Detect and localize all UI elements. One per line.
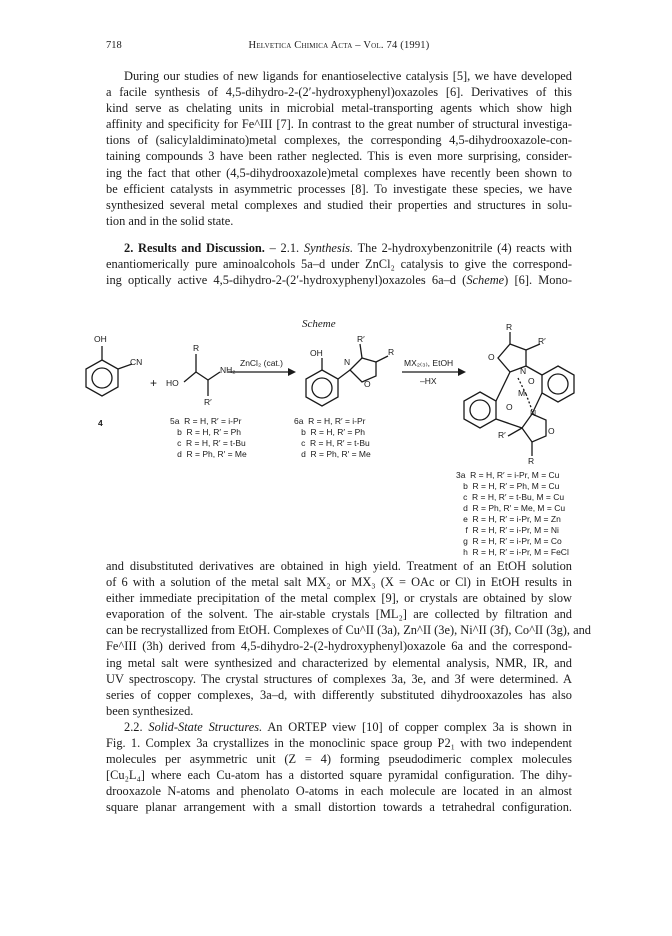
text-line: ing metal salt were synthesized and characterized by elemental analysis, NMR, IR, and <box>106 655 572 670</box>
atom-label-o: O <box>364 379 371 389</box>
text-line <box>106 240 572 256</box>
results-paragraph <box>106 240 572 288</box>
atom-label-o: O <box>548 426 555 436</box>
text-line: drooxazole N-atoms and phenolato O-atoms in each molecule are located in an almost <box>106 784 572 799</box>
text-fragment: The 2-hydroxybenzonitrile (4) reacts with <box>357 241 572 255</box>
text-line: tion and in the solid state. <box>106 213 234 228</box>
aromatic-circle <box>312 378 332 398</box>
reaction-scheme <box>80 314 600 557</box>
atom-label-o: O <box>506 402 513 412</box>
atom-label-o: O <box>488 352 495 362</box>
text-line: kind serve as chelating units in microbial metal-transporting agents which show high <box>106 101 572 116</box>
solid-state-paragraph <box>106 719 572 816</box>
list-item: g R = H, R′ = i-Pr, M = Co <box>456 536 562 546</box>
benzene-ring <box>464 392 496 428</box>
subsection-title: Solid-State Structures. <box>148 720 263 734</box>
text-line <box>106 719 572 735</box>
benzene-ring <box>306 370 338 406</box>
atom-label-m: M <box>518 388 526 398</box>
page-number: 718 <box>106 40 122 51</box>
text-line: Fig. 1. Complex 3a crystallizes in the monoclinic space group P2₁ with two independent <box>106 736 572 751</box>
compound-3-list <box>456 470 569 558</box>
text-line: square planar arrangement with a small distortion towards a tetrahedral configuration. <box>106 800 572 815</box>
text-line: tions of (salicylaldiminato)metal complexes, the corresponding 4,5-dihydrooxazole-con- <box>106 133 572 148</box>
list-item: d R = Ph, R′ = Me, M = Cu <box>456 503 566 513</box>
atom-label-rp: R′ <box>357 334 365 344</box>
journal-title: Helvetica Chimica Acta – Vol. 74 (1991) <box>248 40 430 51</box>
text-line: of 6 with a solution of the metal salt MX₂ or MX₃ (X = OAc or Cl) in EtOH results in <box>106 575 572 590</box>
text-fragment: An ORTEP view [10] of copper complex 3a is shown in <box>267 720 572 734</box>
scheme-title: Scheme <box>302 318 336 330</box>
atom-label-rp: R′ <box>498 430 506 440</box>
arrow-head-1 <box>288 368 296 376</box>
reagent-metal-salt: MX₂₍₃₎, EtOH <box>404 358 454 368</box>
atom-label-cn: CN <box>130 357 143 367</box>
list-item: d R = Ph, R′ = Me <box>294 449 371 459</box>
aromatic-circle <box>92 368 112 388</box>
subsection-number: 2.2. <box>124 720 143 734</box>
list-item: 6a R = H, R′ = i-Pr <box>294 416 366 426</box>
text-line: taining compounds 3 have been rather neglected. This is even more surprising, consider- <box>106 149 572 164</box>
text-line: enantiomerically pure aminoalcohols 5a–d under ZnCl₂ catalysis to give the correspond- <box>106 257 572 272</box>
text-line <box>106 272 572 288</box>
list-item: b R = H, R′ = Ph, M = Cu <box>456 481 560 491</box>
text-fragment: ) [6]. Mono- <box>504 273 572 288</box>
compound-6-list <box>294 416 371 460</box>
text-line: During our studies of new ligands for enantioselective catalysis [5], we have developed <box>124 69 572 83</box>
atom-label-r: R <box>193 343 200 353</box>
text-line: either immediate precipitation of the metal complex [9], or crystals are obtained by slow <box>106 591 572 606</box>
list-item: c R = H, R′ = t-Bu <box>170 438 246 448</box>
list-item: 3a R = H, R′ = i-Pr, M = Cu <box>456 470 560 480</box>
section-heading: 2. Results and Discussion. <box>124 241 265 255</box>
oxazoline-ring <box>522 414 546 442</box>
oxazoline-ring <box>350 358 376 382</box>
list-item: h R = H, R′ = i-Pr, M = FeCl <box>456 547 569 557</box>
list-item: e R = H, R′ = i-Pr, M = Zn <box>456 514 561 524</box>
scheme-reference: Scheme <box>466 273 505 288</box>
bond-r <box>376 356 388 362</box>
text-line: can be recrystallized from EtOH. Complexes of Cu^II (3a), Zn^II (3e), Ni^II (3f), Co^II (3g), and <box>106 623 591 638</box>
plus-sign: + <box>150 376 158 390</box>
text-line: and disubstituted derivatives are obtained in high yield. Treatment of an EtOH solution <box>106 559 572 573</box>
bond <box>184 372 196 382</box>
bond <box>496 372 510 401</box>
text-line: Fe^III (3h) derived from 4,5-dihydro-2-(2-hydroxyphenyl)oxazole 6a and the correspond- <box>106 639 572 654</box>
text-line: synthesized several metal complexes and studied their properties and structures in solu- <box>106 197 572 212</box>
compound-5-list <box>170 416 247 460</box>
bond <box>208 372 220 380</box>
list-item: 5a R = H, R′ = i-Pr <box>170 416 242 426</box>
bond <box>338 370 350 379</box>
text-line: be efficient catalysts in asymmetric processes [8]. To investigate these species, we have <box>106 181 572 196</box>
subsection-number: – 2.1. <box>269 241 300 255</box>
list-item: b R = H, R′ = Ph <box>170 427 242 437</box>
atom-label-r: R <box>506 322 513 332</box>
running-head <box>106 40 572 56</box>
atom-label-rp: R′ <box>204 397 212 407</box>
benzene-ring <box>86 360 118 396</box>
arrow-head-2 <box>458 368 466 376</box>
bond <box>196 372 208 380</box>
atom-label-ho: HO <box>166 378 179 388</box>
aromatic-circle <box>548 374 568 394</box>
compound-4-label: 4 <box>98 418 103 428</box>
text-line: a facile synthesis of 4,5-dihydro-2-(2′-hydroxyphenyl)oxazoles [6]. Derivatives of this <box>106 85 572 100</box>
list-item: d R = Ph, R′ = Me <box>170 449 247 459</box>
atom-label-oh: OH <box>310 348 323 358</box>
atom-label-r: R <box>388 347 395 357</box>
bond <box>526 366 542 375</box>
bond-rp <box>360 344 362 358</box>
subsection-title: Synthesis. <box>303 241 354 255</box>
atom-label-o: O <box>528 376 535 386</box>
atom-label-n: N <box>530 408 537 418</box>
list-item: f R = H, R′ = i-Pr, M = Ni <box>456 525 559 535</box>
atom-label-r: R <box>528 456 535 466</box>
text-line: [Cu₂L₄] where each Cu-atom has a distorted square pyramidal configuration. The dihy- <box>106 768 572 783</box>
bond <box>496 419 522 428</box>
aromatic-circle <box>470 400 490 420</box>
text-line: evaporation of the solvent. The air-stable crystals [ML₂] are collected by filtration and <box>106 607 572 622</box>
text-line: UV spectroscopy. The crystal structures of complexes 3a, 3e, and 3f were determined. A <box>106 671 572 686</box>
complexes-paragraph <box>106 558 591 719</box>
benzene-ring <box>542 366 574 402</box>
text-line: series of copper complexes, 3a–d, with differently substituted dihydrooxazoles has also <box>106 687 572 702</box>
text-line: been synthesized. <box>106 703 194 718</box>
atom-label-n: N <box>520 366 527 376</box>
text-line: ing the fact that other (4,5-dihydrooxazole)metal complexes have recently been shown to <box>106 165 572 180</box>
reagent-zncl2: ZnCl₂ (cat.) <box>240 358 283 368</box>
intro-paragraph <box>106 68 572 229</box>
atom-label-oh: OH <box>94 334 107 344</box>
bond-rp <box>508 428 522 436</box>
text-line: molecules per asymmetric unit (Z = 4) forming pseudodimeric complex molecules <box>106 752 572 767</box>
atom-label-rp: R′ <box>538 336 546 346</box>
text-line: affinity and specificity for Fe^III [7]. In contrast to the great number of structural investiga- <box>106 117 572 132</box>
atom-label-n: N <box>344 357 351 367</box>
list-item: b R = H, R′ = Ph <box>294 427 366 437</box>
list-item: c R = H, R′ = t-Bu, M = Cu <box>456 492 565 502</box>
list-item: c R = H, R′ = t-Bu <box>294 438 370 448</box>
text-fragment: ing optically active 4,5-dihydro-2-(2′-hydroxyphenyl)oxazoles 6a–d ( <box>106 273 467 288</box>
atom-label-nh2: NH₂ <box>220 365 236 375</box>
reagent-hx: –HX <box>420 376 437 386</box>
